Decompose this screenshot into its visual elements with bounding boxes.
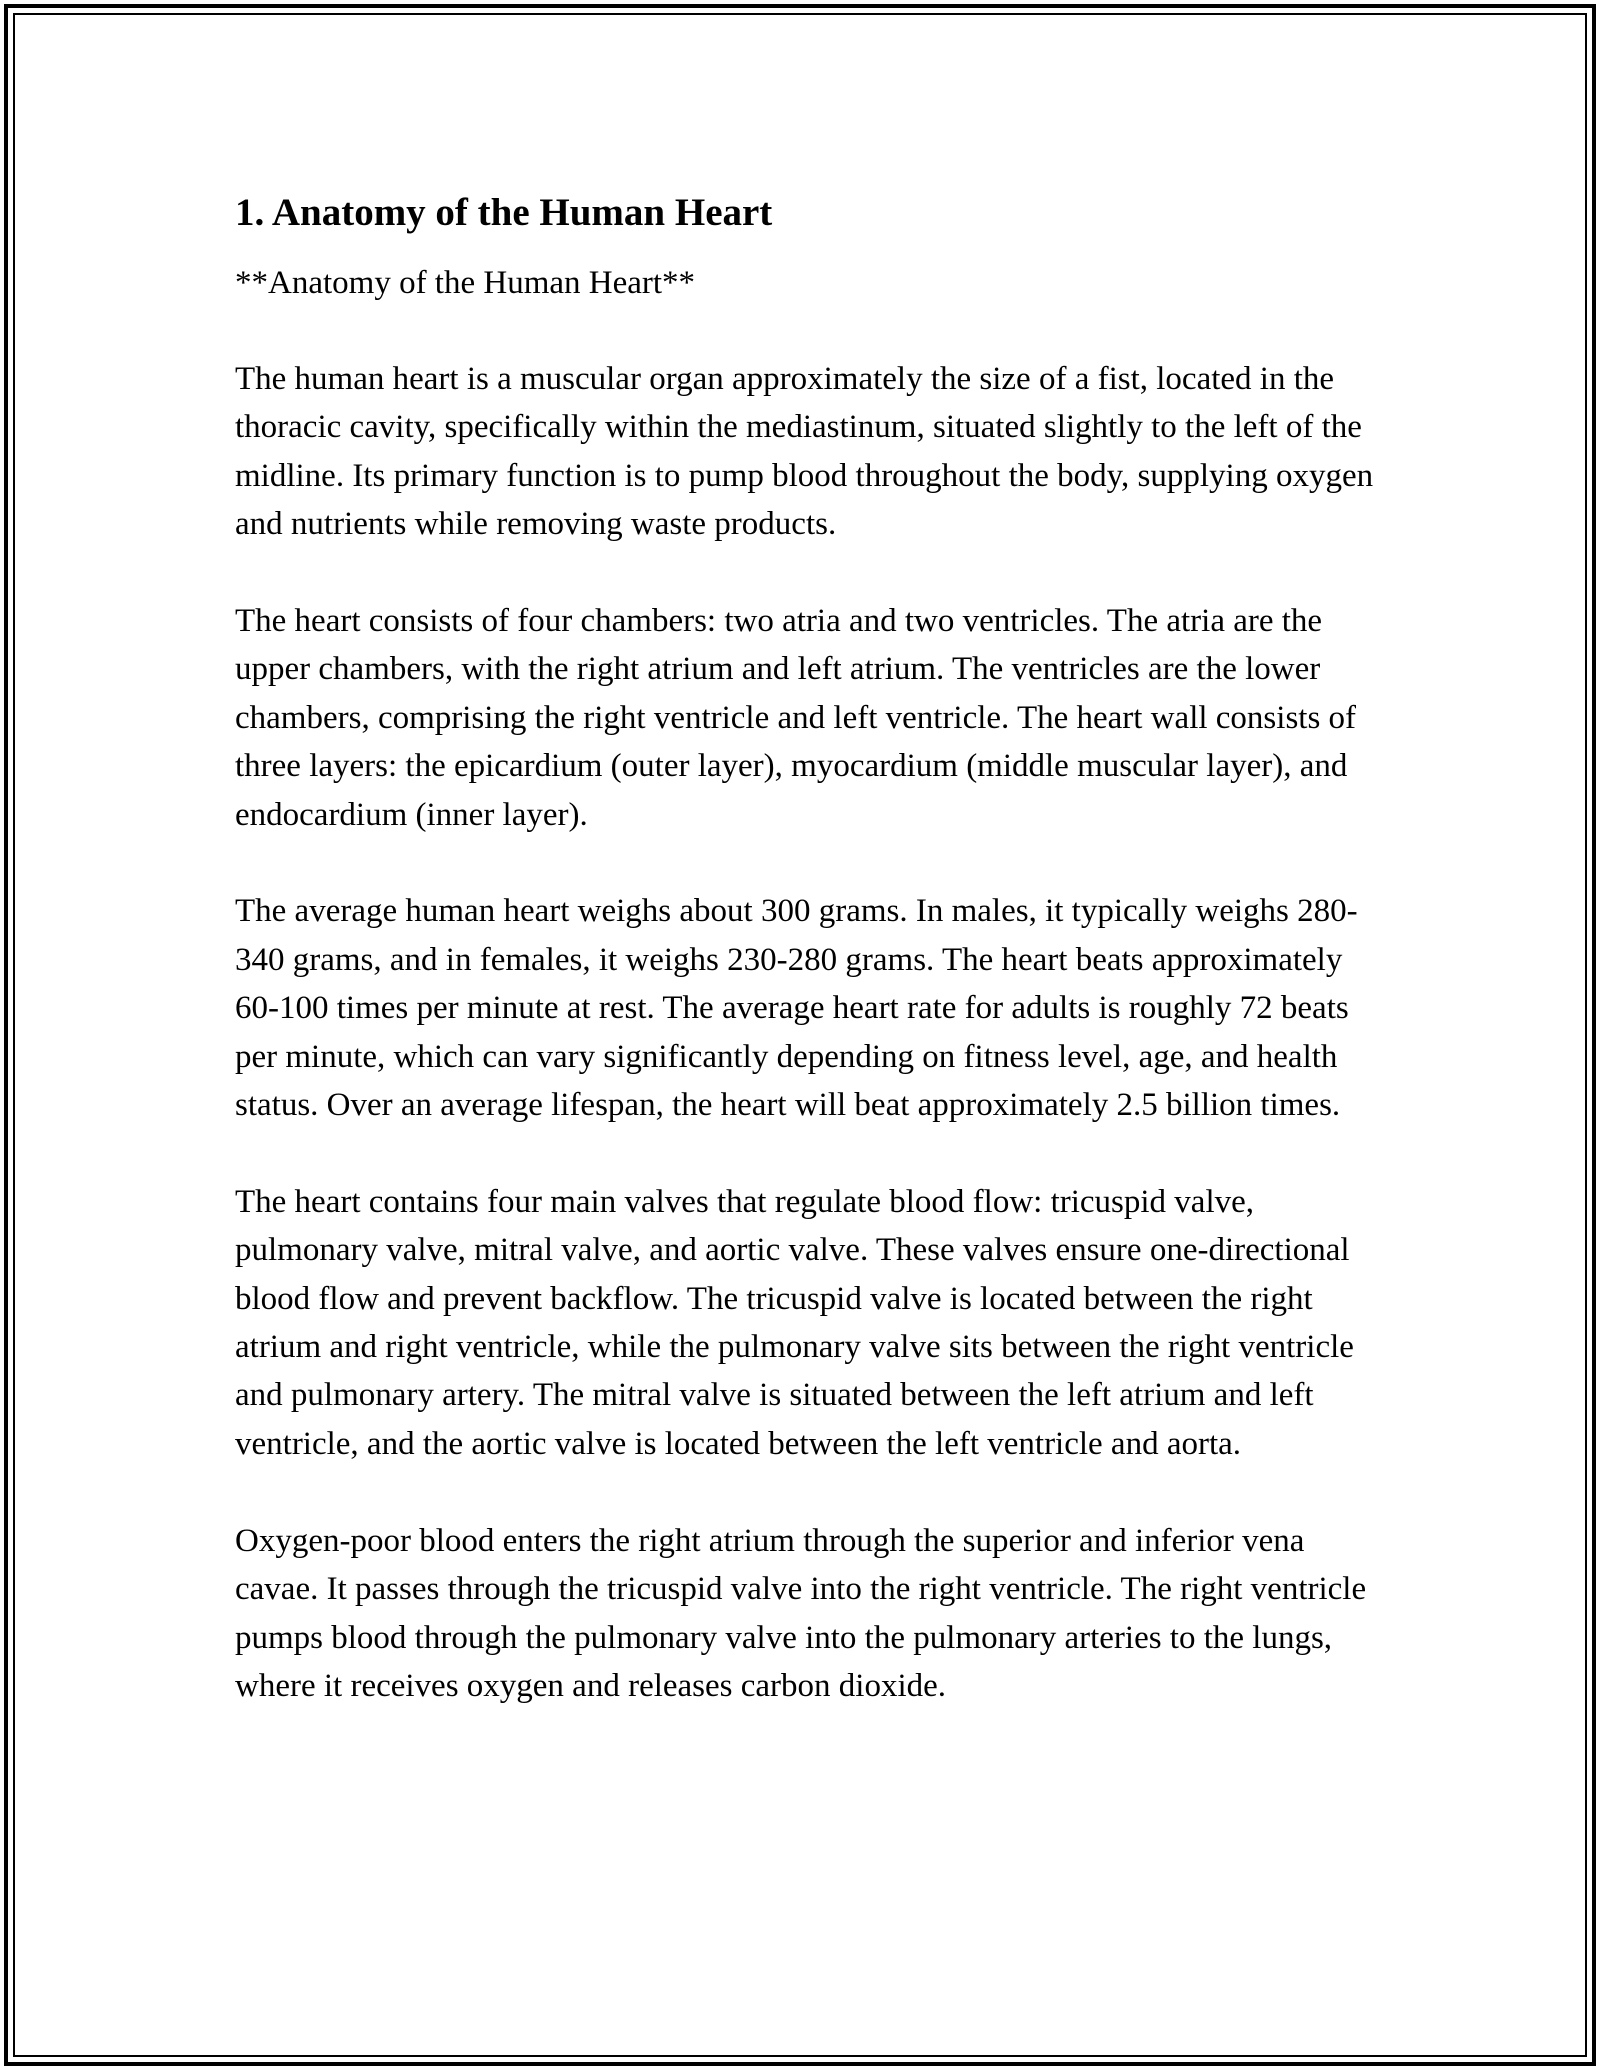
paragraph-overview: The human heart is a muscular organ approximately the size of a fist, located in the thoracic cavity, specifically within the mediastinum, situated slightly to the left of the midline. Its primary function is to pump blood throughout the body, supplying oxygen and nutrients while removing waste products. (235, 361, 1374, 543)
document-body (235, 185, 1375, 1710)
section-title: 1. Anatomy of the Human Heart (235, 191, 773, 234)
paragraph-weight-rate: The average human heart weighs about 300 grams. In males, it typically weighs 280-340 grams, and in females, it weighs 230-280 grams. The heart beats approximately 60-100 times per minute at rest. The average heart rate for adults is roughly 72 beats per minute, which can vary significantly depending on fitness level, age, and health status. Over an average lifespan, the heart will beat approximately 2.5 billion times. (235, 893, 1358, 1124)
paragraph-blood-flow: Oxygen-poor blood enters the right atrium through the superior and inferior vena cavae. It passes through the tricuspid valve into the right ventricle. The right ventricle pumps blood through the pulmonary valve into the pulmonary arteries to the lungs, where it receives oxygen and releases carbon dioxide. (235, 1522, 1367, 1704)
paragraph-valves: The heart contains four main valves that regulate blood flow: tricuspid valve, pulmonary valve, mitral valve, and aortic valve. These valves ensure one-directional blood flow and prevent backflow. The tricuspid valve is located between the right atrium and right ventricle, while the pulmonary valve sits between the right ventricle and pulmonary artery. The mitral valve is situated between the left atrium and left ventricle, and the aortic valve is located between the left ventricle and aorta. (235, 1183, 1354, 1462)
paragraph-chambers: The heart consists of four chambers: two atria and two ventricles. The atria are the upper chambers, with the right atrium and left atrium. The ventricles are the lower chambers, comprising the right ventricle and left ventricle. The heart wall consists of three layers: the epicardium (outer layer), myocardium (middle muscular layer), and endocardium (inner layer). (235, 603, 1357, 833)
section-subheading: **Anatomy of the Human Heart** (235, 265, 696, 301)
